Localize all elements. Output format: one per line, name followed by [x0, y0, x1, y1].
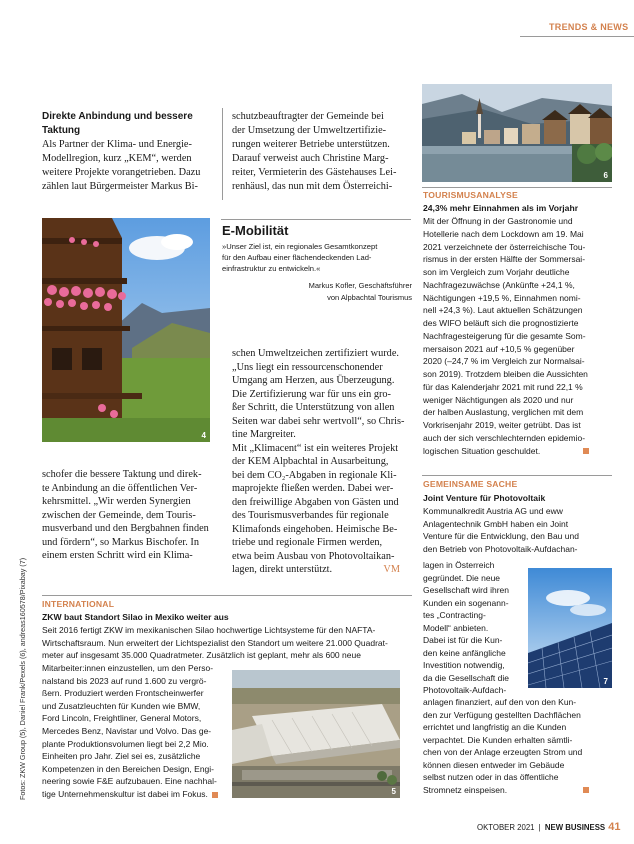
joint-body-top: Kommunalkredit Austria AG und eww Anlagentechnik GmbH haben ein Joint Venture für die Entwicklung, den Bau und den Betrieb von Photovoltaik-Aufdachan- — [423, 506, 579, 554]
joint-headline: Joint Venture für Photovoltaik — [423, 493, 546, 503]
section-label: TRENDS & NEWS — [549, 22, 629, 32]
tourism-body: Mit der Öffnung in der Gastronomie und Hotellerie nach dem Lockdown am 19. Mai 2021 verzeichnete der österreichische Tou- rismus in der ersten Hälfte der Sommersai- son im Vergleich zum Vorjahr deutliche Nachfragezuwächse (Ankünfte +24,1 %, Nächtigungen +19,5 %, Einnahmen nomi- nell +24,3 %). Laut aktuellen Schätzungen des WIFO beläuft sich die prognostizierte Nachfragesteigerung für die gesamte Som- mersaison 2021 auf +10,5 % gegenüber 2020 (–24,7 % im Vergleich zur Normalsai- son 2019). Trotzdem bleiben die Aussichten für das Kalenderjahr 2021 mit rund 22,1 % weniger Nächtigungen als 2020 und nur der halben Auslastung, verglichen mit dem Vorkrisenjahr 2019, weiter getrübt. Das ist auch der sich verschlechternden epidemio- logischen Situation geschuldet. — [423, 216, 588, 456]
col2-bottom-block: schen Umweltzeichen zertifiziert wurde. „Uns liegt ein ressourcenschonender Umgang am Herzen, aus Überzeugung. Die Zertifizierung war für uns ein gro- ßer Schritt, die Unterstützung von allen Seiten war dabei sehr wertvoll“, so Chris- tine Margreiter. Mit „Klimacent“ ist ein weiteres Projekt der KEM Alpbachtal in Ausarbeitung, bei dem CO₂-Abgaben in regionale Kli- maprojekte fließen werden. Dabei wer- den freiwillige Abgaben von Gästen und des Tourismusverbandes für regionale Klimafonds eingehoben. Heimische Be- triebe und regionale Firmen werden, etwa beim Ausbau von Photovoltaikan- lagen, direkt unterstützt. VM — [232, 348, 405, 575]
international-kicker: INTERNATIONAL — [42, 599, 115, 609]
col1-paragraph: Als Partner der Klima- und Energie- Modellregion, kurz „KEM“, werden weitere Projekte vorangetrieben. Dazu zählen laut Bürgermeister Markus Bi- — [42, 139, 201, 193]
footer-magazine: NEW BUSINESS — [544, 823, 606, 832]
joint-kicker: GEMEINSAME SACHE — [423, 479, 518, 489]
emob-quote-author: Markus Kofler, Geschäftsführer von Alpbachtal Tourismus — [308, 281, 412, 302]
international-rule — [42, 595, 412, 596]
footer-date: OKTOBER 2021 — [477, 823, 535, 832]
emob-rule — [221, 219, 411, 220]
joint-rule — [422, 475, 612, 476]
tourism-kicker: TOURISMUSANALYSE — [423, 190, 518, 200]
international-headline: ZKW baut Standort Silao in Mexiko weiter aus — [42, 612, 229, 622]
col1-heading: Direkte Anbindung und bessere Taktung — [42, 111, 193, 137]
tourism-rule — [422, 187, 612, 188]
page-number: 41 — [608, 821, 621, 833]
end-mark — [583, 787, 589, 793]
column-divider — [222, 108, 223, 200]
solar-panel-photo: 7 — [528, 568, 612, 688]
factory-aerial-photo: 5 — [232, 670, 400, 798]
hallstatt-photo: 6 — [422, 84, 612, 182]
col2-top-block: schutzbeauftragter der Gemeinde bei der Umsetzung der Umweltzertifizie- rungen weiterer Betriebe unterstützen. Darauf verweist auch Christine Marg- reiter, Vermieterin des Gästehauses Lei- renhäusl, das nun mit dem Österreichi- — [232, 111, 397, 193]
footer-separator: | — [538, 823, 541, 832]
tourism-headline: 24,3% mehr Einnahmen als im Vorjahr — [423, 203, 579, 213]
end-mark — [583, 448, 589, 454]
author-signature: VM — [383, 564, 400, 575]
international-body-top: Seit 2016 fertigt ZKW im mexikanischen Silao hochwertige Lichtsysteme für den NAFTA- Wirtschaftsraum. Nun erweitert der Lichtspezialist den Standort um weitere 21.000 Quadrat- meter auf insgesamt 35.000 Quadratmeter. Zusätzlich ist geplant, mehr als 600 neue — [42, 625, 388, 661]
joint-body-bottom: anlagen finanziert, auf den von den Kun- den zur Verfügung gestellten Dachflächen errichtet und langfristig an die Kunden verpachtet. Die Kunden erhalten sämtli- chen von der Anlage erzeugten Strom und können diesen entweder im Gebäude selbst nutzen oder in das öffentliche Stromnetz einspeisen. — [423, 696, 615, 796]
international-body-narrow: Mitarbeiter:innen einzustellen, um den Perso- nalstand bis 2023 auf rund 1.600 zu vergrö- ßern. Produziert werden Frontscheinwerfer und Zusatzleuchten für Kunden wie BMW, Ford Lincoln, Freightliner, General Motors, Mercedes Benz, Navistar und Volvo. Das ge- plante Produktionsvolumen liegt bei 2,2 Mio. Einheiten pro Jahr. Ziel sei es, zusätzliche Kompetenzen in den Bereichen Design, Engi- neering sowie F&E aufzubauen. Eine nachhal- tige Unternehmenskultur ist dabei im Fokus. — [42, 663, 217, 799]
header-rule — [520, 36, 634, 37]
joint-body-narrow: lagen in Österreich gegründet. Die neue Gesellschaft wird ihren Kunden ein sogenann- tes „Contracting- Modell“ anbieten. Dabei ist für die Kun- den keine anfängliche Investition notwendig, da die Gesellschaft die Photovoltaik-Aufdach- — [423, 560, 509, 695]
col1-top-block — [42, 110, 217, 195]
emob-title: E-Mobilität — [222, 223, 289, 238]
col1-bottom-block: schofer die bessere Taktung und direk- te Anbindung an die öffentlichen Ver- kehrsmittel. „Wir werden Synergien zwischen der Gemeinde, dem Touris- musverband und den Bergbahnen finden und fördern“, so Markus Bischofer. In einem ersten Schritt wird ein Klima- — [42, 469, 209, 561]
chalet-photo: 4 — [42, 218, 210, 442]
emob-quote: »Unser Ziel ist, ein regionales Gesamtkonzept für den Aufbau einer flächendeckenden Lad- einfrastruktur zu entwickeln.« — [222, 242, 378, 273]
end-mark — [212, 792, 218, 798]
page-footer — [477, 821, 621, 833]
photo-credits: Fotos: ZKW Group (5), Daniel Frank/Pexels (6), andreas160578/Pixabay (7) — [18, 557, 27, 800]
